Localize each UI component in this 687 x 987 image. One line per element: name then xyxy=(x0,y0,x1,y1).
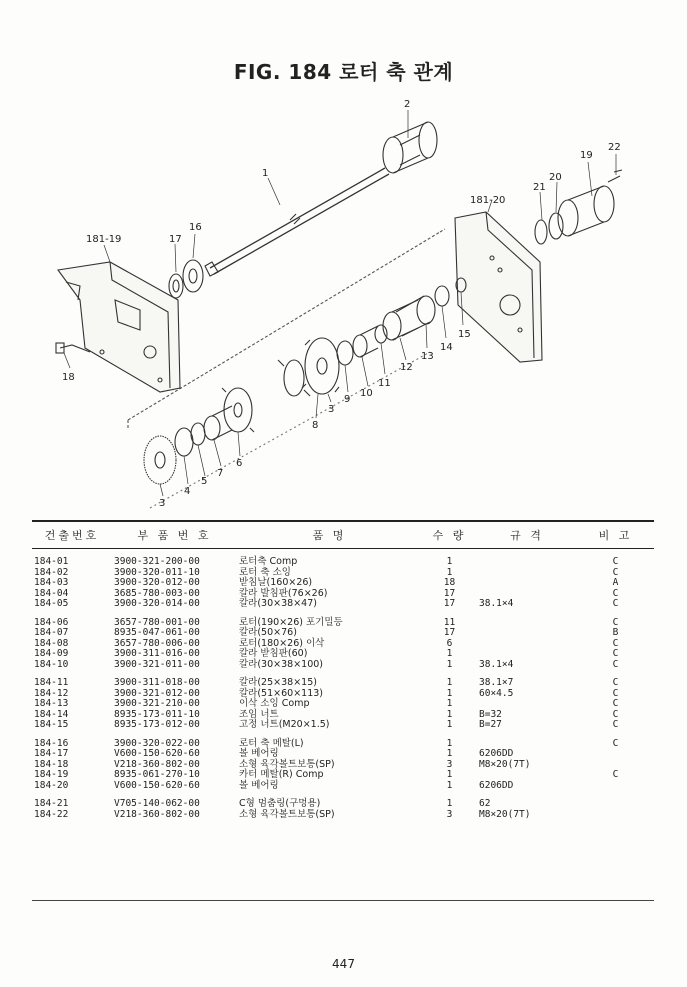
cell-name: 칼라(25×38×15) xyxy=(239,677,317,688)
cell-remark: B xyxy=(612,627,619,638)
cell-name: 카터 메탈(R) Comp xyxy=(239,769,324,780)
cell-no: 184-12 xyxy=(34,687,69,699)
table-row xyxy=(32,599,654,610)
cell-no: 184-02 xyxy=(34,566,69,578)
header-part-no: 부 품 번 호 xyxy=(112,521,237,549)
cell-remark: C xyxy=(612,566,619,578)
cell-no: 184-18 xyxy=(34,758,69,770)
cell-remark: C xyxy=(612,587,619,599)
cell-spec: 38.1×7 xyxy=(479,677,514,688)
cell-qty: 1 xyxy=(446,719,453,730)
cell-no: 184-08 xyxy=(34,637,69,649)
cell-spec xyxy=(477,699,577,710)
cell-spec xyxy=(477,770,577,781)
cell-remark: C xyxy=(612,648,619,659)
callout-12: 12 xyxy=(400,362,413,373)
callout-18: 18 xyxy=(62,372,75,383)
cell-qty: 3 xyxy=(446,808,453,820)
cover-metal-19 xyxy=(558,186,614,236)
table-row xyxy=(32,628,654,639)
table-row xyxy=(32,660,654,671)
cell-remark: C xyxy=(612,769,619,780)
cell-part-no: 3900-320-014-00 xyxy=(114,598,200,609)
callout-7: 7 xyxy=(217,468,224,479)
sleeve-2 xyxy=(383,122,437,173)
cell-qty: 1 xyxy=(446,798,453,809)
cell-spec: M8×20(7T) xyxy=(479,808,531,820)
callout-16: 16 xyxy=(189,222,202,233)
cell-no: 184-01 xyxy=(34,556,69,567)
cell-part-no: 3900-320-022-00 xyxy=(114,737,200,749)
cell-no: 184-07 xyxy=(34,627,69,638)
cell-name: 로터 축 소잉 xyxy=(239,566,291,578)
cell-remark: C xyxy=(612,598,619,609)
cell-qty: 3 xyxy=(446,758,453,770)
cell-spec: B=32 xyxy=(479,708,502,720)
cell-no: 184-15 xyxy=(34,719,69,730)
hub-13 xyxy=(396,296,435,336)
cell-no: 184-13 xyxy=(34,698,69,709)
callout-11: 11 xyxy=(378,378,391,389)
rotor-8 xyxy=(302,338,339,394)
cell-part-no: 3900-321-011-00 xyxy=(114,658,200,670)
table-row xyxy=(32,770,654,781)
cell-remark: C xyxy=(612,708,619,720)
cell-part-no: V218-360-802-00 xyxy=(114,758,200,770)
cell-spec xyxy=(477,578,577,589)
callout-20: 20 xyxy=(549,172,562,183)
collar-12 xyxy=(383,300,418,340)
collar-plate-4 xyxy=(175,428,193,456)
cell-no: 184-05 xyxy=(34,598,69,609)
cell-no: 184-03 xyxy=(34,577,69,588)
cell-name: 소형 육각볼트보통(SP) xyxy=(239,808,335,820)
cell-no: 184-22 xyxy=(34,808,69,820)
table-row xyxy=(32,749,654,760)
table-row xyxy=(32,578,654,589)
cell-no: 184-16 xyxy=(34,737,69,749)
rotor-blade-3-lower xyxy=(144,436,176,484)
bearing-17 xyxy=(169,274,183,298)
cell-name: 칼라(30×38×47) xyxy=(239,598,317,609)
cell-part-no: 3900-321-012-00 xyxy=(114,687,200,699)
callout-10: 10 xyxy=(360,388,373,399)
callout-13: 13 xyxy=(421,351,434,362)
cell-part-no: 3900-321-200-00 xyxy=(114,556,200,567)
cell-name: 로터 축 메탈(L) xyxy=(239,737,304,749)
callout-1: 1 xyxy=(262,168,269,179)
table-row xyxy=(32,557,654,568)
nut-14 xyxy=(435,286,449,306)
cell-name: 고정 너트(M20×1.5) xyxy=(239,719,330,730)
cell-spec: 62 xyxy=(479,798,491,809)
callout-4: 4 xyxy=(184,486,191,497)
cell-remark: A xyxy=(612,577,619,588)
cell-qty: 1 xyxy=(446,708,453,720)
cell-qty: 1 xyxy=(446,737,453,749)
cell-qty: 18 xyxy=(443,577,456,588)
callout-5: 5 xyxy=(201,476,208,487)
cell-spec: 6206DD xyxy=(479,748,514,759)
parts-table xyxy=(32,520,654,820)
table-row xyxy=(32,678,654,689)
cell-spec: M8×20(7T) xyxy=(479,758,531,770)
cell-name: 칼라(51×60×113) xyxy=(239,687,323,699)
callout-3-lower: 3 xyxy=(159,498,166,509)
collar-7 xyxy=(204,406,232,440)
cell-name: 볼 베어링 xyxy=(239,748,279,759)
side-plate-left xyxy=(58,262,180,392)
cell-name: 로터(180×26) 이삭 xyxy=(239,637,325,649)
cell-part-no: 3900-311-018-00 xyxy=(114,677,200,688)
cell-no: 184-17 xyxy=(34,748,69,759)
cell-no: 184-20 xyxy=(34,779,69,791)
table-row xyxy=(32,649,654,660)
cell-qty: 1 xyxy=(446,648,453,659)
cell-spec: 6206DD xyxy=(479,779,514,791)
cell-name: 칼라 받침판(60) xyxy=(239,648,308,659)
cell-qty: 1 xyxy=(446,779,453,791)
cell-part-no: 3657-780-006-00 xyxy=(114,637,200,649)
cell-name: C형 멈춤링(구멍용) xyxy=(239,798,321,809)
callout-181-19: 181-19 xyxy=(86,234,122,245)
cell-spec xyxy=(477,557,577,568)
callout-15: 15 xyxy=(458,329,471,340)
cell-remark: C xyxy=(612,737,619,749)
cell-remark: C xyxy=(612,698,619,709)
cell-spec xyxy=(477,568,577,579)
cell-spec: 38.1×4 xyxy=(479,598,514,609)
cell-name: 칼라(30×38×100) xyxy=(239,658,323,670)
cell-part-no: V600-150-620-60 xyxy=(114,748,200,759)
cell-qty: 6 xyxy=(446,637,453,649)
cell-no: 184-10 xyxy=(34,658,69,670)
bolt-22 xyxy=(608,170,622,182)
cell-qty: 17 xyxy=(443,587,456,599)
cell-remark xyxy=(577,799,654,810)
cell-name: 로터축 Comp xyxy=(239,556,298,567)
cell-part-no: V218-360-802-00 xyxy=(114,808,200,820)
cell-remark: C xyxy=(612,719,619,730)
cell-name: 소형 육각볼트보통(SP) xyxy=(239,758,335,770)
cell-no: 184-21 xyxy=(34,798,69,809)
cell-name: 칼라(50×76) xyxy=(239,627,297,638)
cell-part-no: 3900-321-210-00 xyxy=(114,698,200,709)
bearing-20 xyxy=(549,213,563,239)
cell-part-no: V600-150-620-60 xyxy=(114,779,200,791)
page-number: 447 xyxy=(332,957,355,971)
cell-name: 로터(190×26) 포기밀등 xyxy=(239,616,343,628)
cell-part-no: 8935-173-011-10 xyxy=(114,708,200,720)
cell-part-no: 3900-311-016-00 xyxy=(114,648,200,659)
callout-21: 21 xyxy=(533,182,546,193)
callout-9: 9 xyxy=(344,394,351,405)
cell-part-no: 3900-320-011-10 xyxy=(114,566,200,578)
metal-16 xyxy=(183,260,203,292)
cell-name: 이삭 소잉 Comp xyxy=(239,698,310,709)
cell-no: 184-11 xyxy=(34,677,69,688)
cell-spec: 38.1×4 xyxy=(479,658,514,670)
cell-qty: 17 xyxy=(443,598,456,609)
cell-spec xyxy=(477,618,577,629)
cell-remark xyxy=(577,749,654,760)
table-row xyxy=(32,720,654,731)
cell-remark: C xyxy=(612,687,619,699)
cell-remark: C xyxy=(612,637,619,649)
cell-part-no: 3685-780-003-00 xyxy=(114,587,200,599)
table-header-row xyxy=(32,521,654,549)
cell-part-no: V705-140-062-00 xyxy=(114,798,200,809)
cell-remark: C xyxy=(612,616,619,628)
cell-no: 184-09 xyxy=(34,648,69,659)
cell-no: 184-06 xyxy=(34,616,69,628)
cell-remark xyxy=(577,781,654,792)
callout-17: 17 xyxy=(169,234,182,245)
cell-remark: C xyxy=(612,677,619,688)
cell-qty: 17 xyxy=(443,627,456,638)
callout-6: 6 xyxy=(236,458,243,469)
collar-10 xyxy=(353,326,378,357)
cell-name: 칼라 발침판(76×26) xyxy=(239,587,328,599)
cell-no: 184-04 xyxy=(34,587,69,599)
cell-no: 184-19 xyxy=(34,769,69,780)
cell-remark xyxy=(577,810,654,821)
header-name: 품 명 xyxy=(237,521,422,549)
cell-part-no: 8935-047-061-00 xyxy=(114,627,200,638)
callout-22: 22 xyxy=(608,142,621,153)
cell-part-no: 3657-780-001-00 xyxy=(114,616,200,628)
snap-ring-21 xyxy=(535,220,547,244)
cell-part-no: 8935-061-270-10 xyxy=(114,769,200,780)
table-row xyxy=(32,699,654,710)
cell-qty: 1 xyxy=(446,687,453,699)
header-qty: 수 량 xyxy=(422,521,477,549)
table-bottom-rule xyxy=(32,900,654,901)
header-remark: 비 고 xyxy=(577,521,654,549)
header-no: 건출번호 xyxy=(32,521,112,549)
cell-name: 받침날(160×26) xyxy=(239,577,313,588)
rotor-6 xyxy=(222,388,254,432)
rotor-shaft xyxy=(205,168,389,276)
table-row xyxy=(32,781,654,792)
cell-spec xyxy=(477,649,577,660)
callout-19: 19 xyxy=(580,150,593,161)
table-row xyxy=(32,799,654,810)
cell-no: 184-14 xyxy=(34,708,69,720)
header-spec: 규 격 xyxy=(477,521,577,549)
cell-qty: 11 xyxy=(443,616,456,628)
cell-qty: 1 xyxy=(446,658,453,670)
cell-qty: 1 xyxy=(446,698,453,709)
collar-plate-9 xyxy=(337,341,353,365)
figure-title: FIG. 184 로터 축 관계 xyxy=(233,60,454,84)
cell-qty: 1 xyxy=(446,769,453,780)
cell-name: 조임 너트 xyxy=(239,708,279,720)
cell-spec: 60×4.5 xyxy=(479,687,514,699)
callout-2: 2 xyxy=(404,99,411,110)
cell-spec: B=27 xyxy=(479,719,502,730)
cell-remark: C xyxy=(612,556,619,567)
callout-14: 14 xyxy=(440,342,453,353)
callout-181-20: 181-20 xyxy=(470,195,506,206)
cell-spec xyxy=(477,628,577,639)
cell-spec xyxy=(477,639,577,650)
cell-name: 볼 베어링 xyxy=(239,779,279,791)
callout-3-upper: 3 xyxy=(328,404,335,415)
cell-qty: 1 xyxy=(446,677,453,688)
cell-qty: 1 xyxy=(446,566,453,578)
cell-remark: C xyxy=(612,658,619,670)
cell-qty: 1 xyxy=(446,556,453,567)
callout-8: 8 xyxy=(312,420,319,431)
cell-qty: 1 xyxy=(446,748,453,759)
cell-part-no: 3900-320-012-00 xyxy=(114,577,200,588)
table-row xyxy=(32,810,654,821)
cell-part-no: 8935-173-012-00 xyxy=(114,719,200,730)
